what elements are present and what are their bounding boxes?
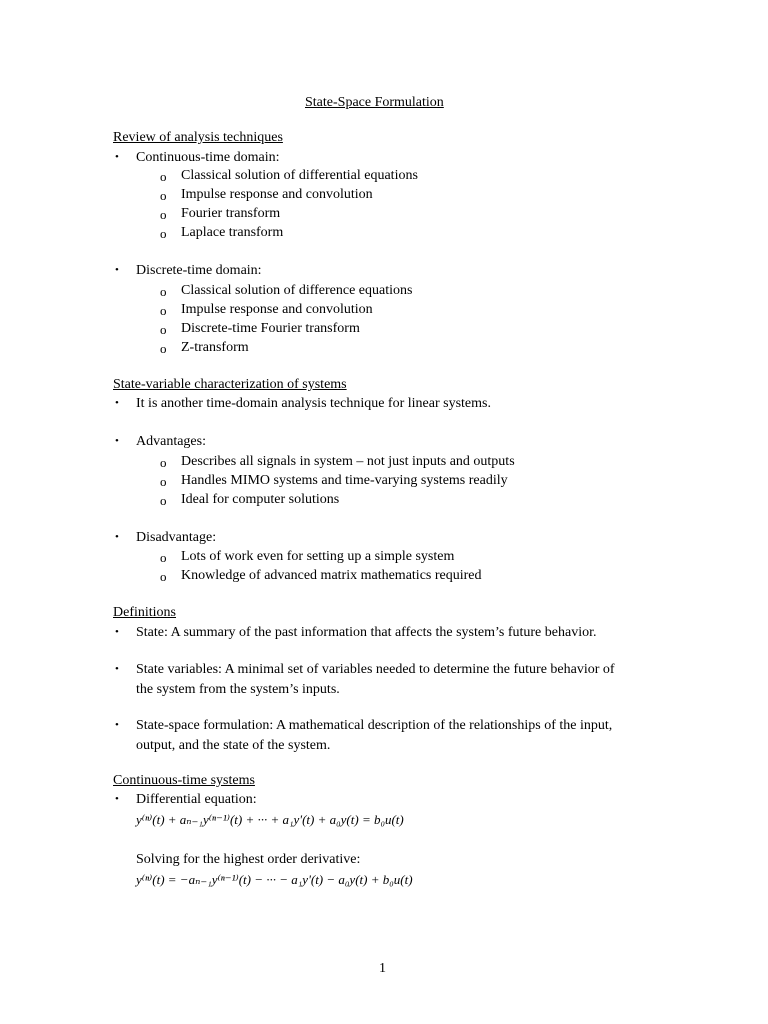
bullet: • [115, 397, 119, 409]
sub-bullet: o [160, 207, 167, 222]
sub-bullet: o [160, 322, 167, 337]
definition-state-variables-line1: State variables: A minimal set of variables needed to determine the future behavior of [136, 662, 615, 677]
section-heading-continuous-time: Continuous-time systems [113, 773, 255, 788]
definition-state-variables-line2: the system from the system’s inputs. [136, 682, 340, 697]
sub-list-item: Classical solution of difference equations [181, 283, 413, 298]
solving-label: Solving for the highest order derivative: [136, 852, 361, 867]
bullet: • [115, 531, 119, 543]
list-item: Differential equation: [136, 792, 257, 807]
sub-list-item: Lots of work even for setting up a simple system [181, 549, 455, 564]
bullet: • [115, 719, 119, 731]
sub-list-item: Knowledge of advanced matrix mathematics required [181, 568, 482, 583]
sub-list-item: Discrete-time Fourier transform [181, 321, 360, 336]
bullet: • [115, 663, 119, 675]
section-heading-review: Review of analysis techniques [113, 130, 283, 145]
differential-equation: y⁽ⁿ⁾(t) + aₙ₋₁y⁽ⁿ⁻¹⁾(t) + ··· + a₁y'(t) + a₀y(t) = b₀u(t) [136, 812, 404, 827]
sub-list-item: Handles MIMO systems and time-varying systems readily [181, 473, 508, 488]
list-item: Continuous-time domain: [136, 150, 280, 165]
sub-bullet: o [160, 493, 167, 508]
list-item: Discrete-time domain: [136, 263, 262, 278]
sub-bullet: o [160, 569, 167, 584]
bullet: • [115, 626, 119, 638]
sub-bullet: o [160, 474, 167, 489]
list-item: It is another time-domain analysis technique for linear systems. [136, 396, 491, 411]
list-item: Disadvantage: [136, 530, 217, 545]
sub-bullet: o [160, 169, 167, 184]
sub-list-item: Impulse response and convolution [181, 187, 373, 202]
sub-list-item: Describes all signals in system – not just inputs and outputs [181, 454, 515, 469]
section-heading-state-variable: State-variable characterization of systems [113, 377, 347, 392]
bullet: • [115, 793, 119, 805]
sub-list-item: Fourier transform [181, 206, 281, 221]
section-heading-definitions: Definitions [113, 605, 176, 620]
bullet: • [115, 435, 119, 447]
highest-order-derivative-equation: y⁽ⁿ⁾(t) = −aₙ₋₁y⁽ⁿ⁻¹⁾(t) − ··· − a₁y'(t) − a₀y(t) + b₀u(t) [136, 872, 413, 887]
definition-state: State: A summary of the past information that affects the system’s future behavior. [136, 625, 597, 640]
sub-list-item: Z-transform [181, 340, 249, 355]
sub-list-item: Impulse response and convolution [181, 302, 373, 317]
sub-bullet: o [160, 303, 167, 318]
list-item: Advantages: [136, 434, 206, 449]
sub-bullet: o [160, 550, 167, 565]
page-number: 1 [379, 961, 386, 976]
sub-bullet: o [160, 226, 167, 241]
sub-list-item: Laplace transform [181, 225, 284, 240]
bullet: • [115, 151, 119, 163]
sub-bullet: o [160, 284, 167, 299]
sub-bullet: o [160, 455, 167, 470]
definition-state-space-line2: output, and the state of the system. [136, 738, 331, 753]
sub-bullet: o [160, 188, 167, 203]
page-title: State-Space Formulation [305, 95, 444, 110]
definition-state-space-line1: State-space formulation: A mathematical description of the relationships of the input, [136, 718, 613, 733]
bullet: • [115, 264, 119, 276]
sub-list-item: Ideal for computer solutions [181, 492, 340, 507]
sub-list-item: Classical solution of differential equations [181, 168, 418, 183]
sub-bullet: o [160, 341, 167, 356]
